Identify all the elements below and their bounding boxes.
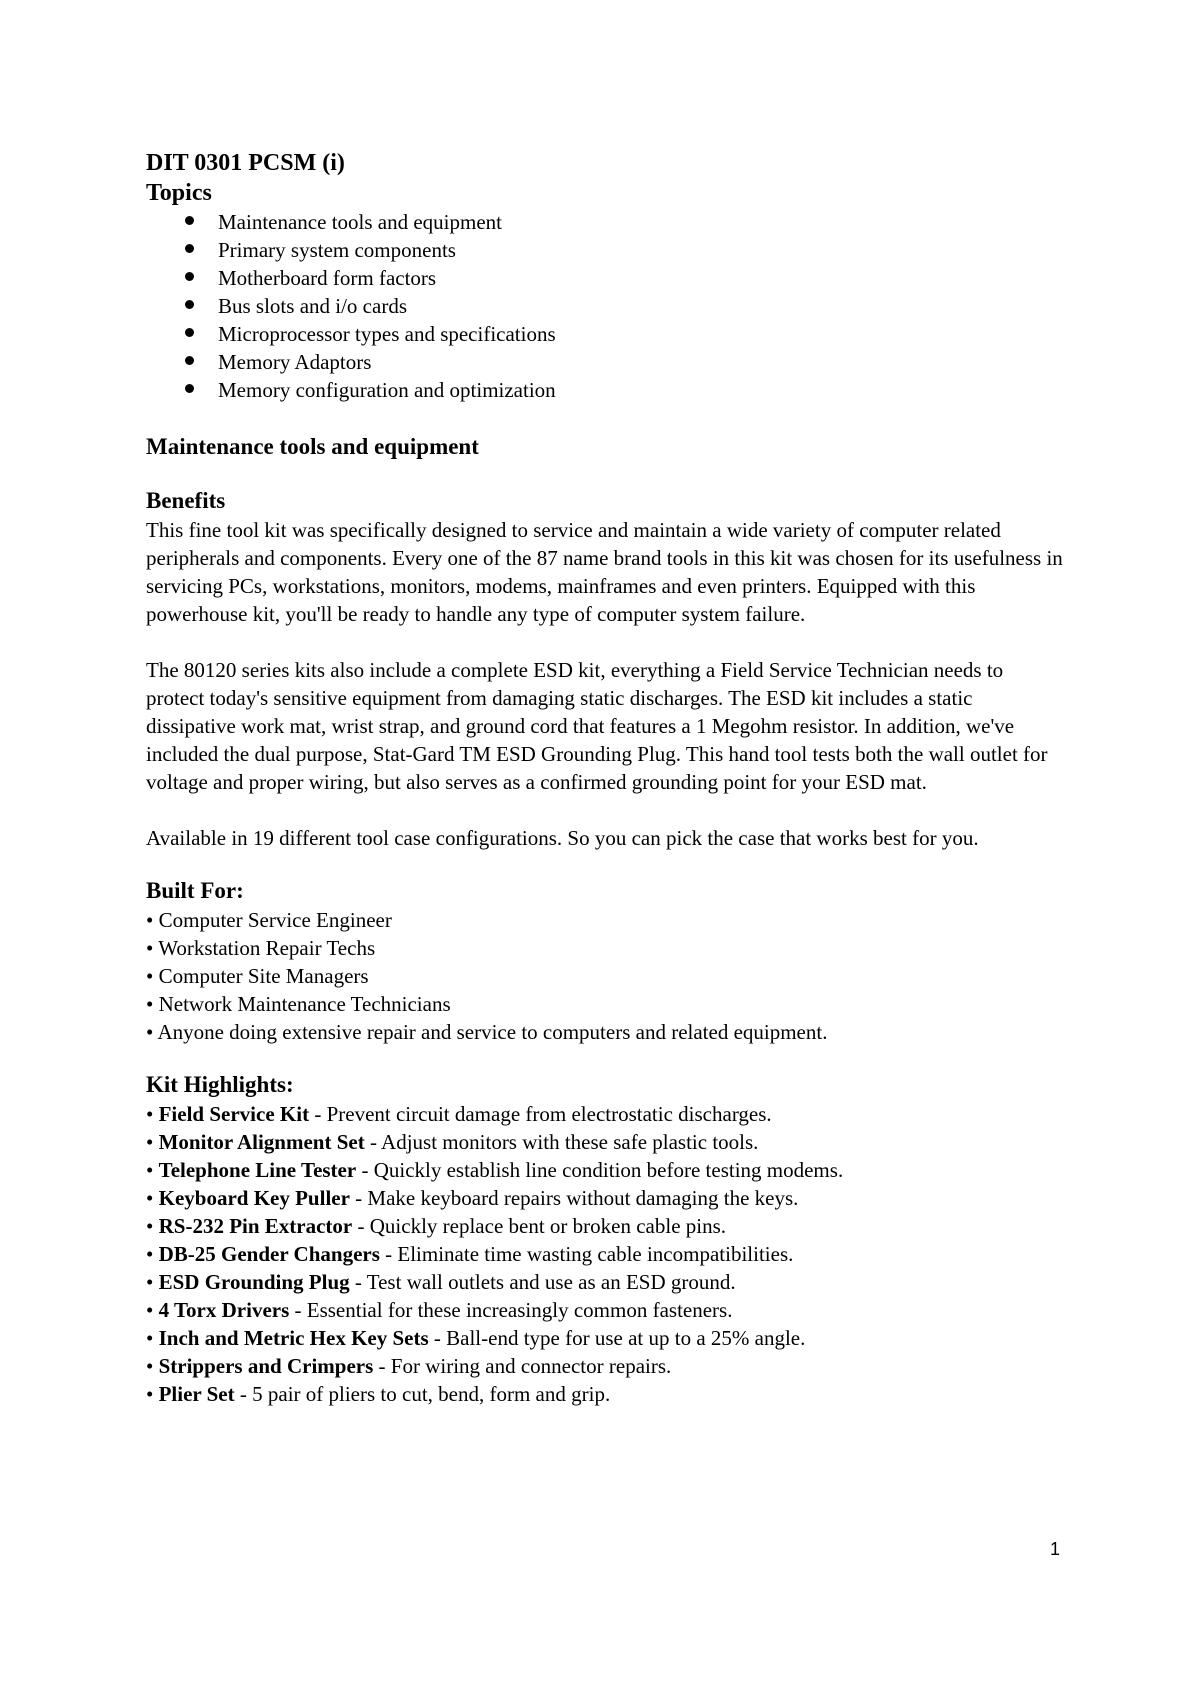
- spacer: [146, 628, 1066, 656]
- topic-label: Primary system components: [218, 238, 456, 262]
- topic-label: Maintenance tools and equipment: [218, 210, 503, 234]
- highlight-name: Monitor Alignment Set: [158, 1130, 365, 1154]
- topics-heading: Topics: [146, 180, 212, 206]
- highlight-name: RS-232 Pin Extractor: [158, 1214, 353, 1238]
- benefits-heading: Benefits: [146, 488, 226, 513]
- list-item: • Computer Service Engineer: [146, 908, 392, 932]
- bullet-glyph: •: [146, 1214, 159, 1238]
- list-item: • Network Maintenance Technicians: [146, 992, 451, 1016]
- bullet-glyph: •: [146, 1102, 159, 1126]
- topic-item: [146, 264, 1066, 292]
- highlight-desc: - Ball-end type for use at up to a 25% angle.: [428, 1326, 806, 1350]
- bullet-icon: [185, 356, 194, 365]
- highlight-name: Inch and Metric Hex Key Sets: [158, 1326, 429, 1350]
- list-item: [146, 1100, 1066, 1128]
- highlight-desc: - Quickly establish line condition before testing modems.: [356, 1158, 844, 1182]
- topic-label: Motherboard form factors: [218, 266, 437, 290]
- highlight-desc: - Adjust monitors with these safe plastic tools.: [364, 1130, 759, 1154]
- highlight-desc: - For wiring and connector repairs.: [373, 1354, 672, 1378]
- document-title: DIT 0301 PCSM (i): [146, 150, 345, 176]
- highlight-name: Strippers and Crimpers: [158, 1354, 374, 1378]
- topic-label: Memory configuration and optimization: [218, 378, 556, 402]
- list-item: [146, 1352, 1066, 1380]
- section-heading: Maintenance tools and equipment: [146, 434, 479, 459]
- highlight-desc: - Test wall outlets and use as an ESD ground.: [349, 1270, 736, 1294]
- bullet-glyph: •: [146, 1242, 159, 1266]
- list-item: • Computer Site Managers: [146, 964, 369, 988]
- highlight-desc: - Prevent circuit damage from electrostatic discharges.: [309, 1102, 772, 1126]
- list-item: [146, 1156, 1066, 1184]
- bullet-icon: [185, 300, 194, 309]
- bullet-icon: [185, 272, 194, 281]
- topic-item: [146, 320, 1066, 348]
- topic-item: [146, 236, 1066, 264]
- topic-item: [146, 208, 1066, 236]
- list-item: [146, 1240, 1066, 1268]
- highlight-desc: - Eliminate time wasting cable incompatibilities.: [379, 1242, 794, 1266]
- spacer: [146, 404, 1066, 432]
- list-item: • Anyone doing extensive repair and service to computers and related equipment.: [146, 1020, 828, 1044]
- highlight-desc: - Make keyboard repairs without damaging the keys.: [349, 1186, 799, 1210]
- bullet-icon: [185, 384, 194, 393]
- topic-item: [146, 376, 1066, 404]
- spacer: [146, 462, 1066, 486]
- kit-highlights-heading: Kit Highlights:: [146, 1072, 294, 1097]
- highlight-desc: - Essential for these increasingly common fasteners.: [289, 1298, 733, 1322]
- list-item: [146, 1184, 1066, 1212]
- highlight-name: Keyboard Key Puller: [158, 1186, 350, 1210]
- list-item: [146, 1268, 1066, 1296]
- highlight-name: ESD Grounding Plug: [158, 1270, 350, 1294]
- bullet-icon: [185, 244, 194, 253]
- built-for-list: [146, 906, 1066, 1046]
- list-item: [146, 1380, 1066, 1408]
- topic-label: Microprocessor types and specifications: [218, 322, 556, 346]
- list-item: [146, 1324, 1066, 1352]
- spacer: [146, 1046, 1066, 1070]
- list-item: [146, 1128, 1066, 1156]
- benefits-paragraph: Available in 19 different tool case configurations. So you can pick the case that works best for you.: [146, 826, 979, 850]
- highlight-name: DB-25 Gender Changers: [158, 1242, 380, 1266]
- list-item: [146, 1296, 1066, 1324]
- benefits-paragraph: This fine tool kit was specifically designed to service and maintain a wide variety of computer related peripherals and components. Every one of the 87 name brand tools in this kit was chosen for its usefulness in servicing PCs, workstations, monitors, modems, mainframes and even printers. Equipped with this powerhouse kit, you'll be ready to handle any type of computer system failure.: [146, 518, 1063, 626]
- list-item: • Workstation Repair Techs: [146, 936, 376, 960]
- spacer: [146, 796, 1066, 824]
- page-number: 1: [1050, 1539, 1061, 1559]
- kit-highlights-list: [146, 1100, 1066, 1408]
- bullet-glyph: •: [146, 1326, 159, 1350]
- highlight-name: Telephone Line Tester: [158, 1158, 357, 1182]
- highlight-name: Plier Set: [158, 1382, 235, 1406]
- spacer: [146, 852, 1066, 876]
- highlight-name: 4 Torx Drivers: [158, 1298, 290, 1322]
- bullet-glyph: •: [146, 1158, 159, 1182]
- bullet-glyph: •: [146, 1270, 159, 1294]
- topic-item: [146, 348, 1066, 376]
- highlight-name: Field Service Kit: [158, 1102, 310, 1126]
- page-content: [146, 148, 1066, 1408]
- bullet-icon: [185, 328, 194, 337]
- topic-item: [146, 292, 1066, 320]
- list-item: [146, 1212, 1066, 1240]
- topic-label: Bus slots and i/o cards: [218, 294, 407, 318]
- topics-list: [146, 208, 1066, 404]
- bullet-icon: [185, 216, 194, 225]
- bullet-glyph: •: [146, 1354, 159, 1378]
- benefits-paragraph: The 80120 series kits also include a complete ESD kit, everything a Field Service Technician needs to protect today's sensitive equipment from damaging static discharges. The ESD kit includes a static dissipative work mat, wrist strap, and ground cord that features a 1 Megohm resistor. In addition, we've included the dual purpose, Stat-Gard TM ESD Grounding Plug. This hand tool tests both the wall outlet for voltage and proper wiring, but also serves as a confirmed grounding point for your ESD mat.: [146, 658, 1048, 794]
- bullet-glyph: •: [146, 1130, 159, 1154]
- topic-label: Memory Adaptors: [218, 350, 372, 374]
- highlight-desc: - Quickly replace bent or broken cable pins.: [352, 1214, 727, 1238]
- highlight-desc: - 5 pair of pliers to cut, bend, form and grip.: [234, 1382, 611, 1406]
- bullet-glyph: •: [146, 1382, 159, 1406]
- bullet-glyph: •: [146, 1298, 159, 1322]
- built-for-heading: Built For:: [146, 878, 244, 903]
- bullet-glyph: •: [146, 1186, 159, 1210]
